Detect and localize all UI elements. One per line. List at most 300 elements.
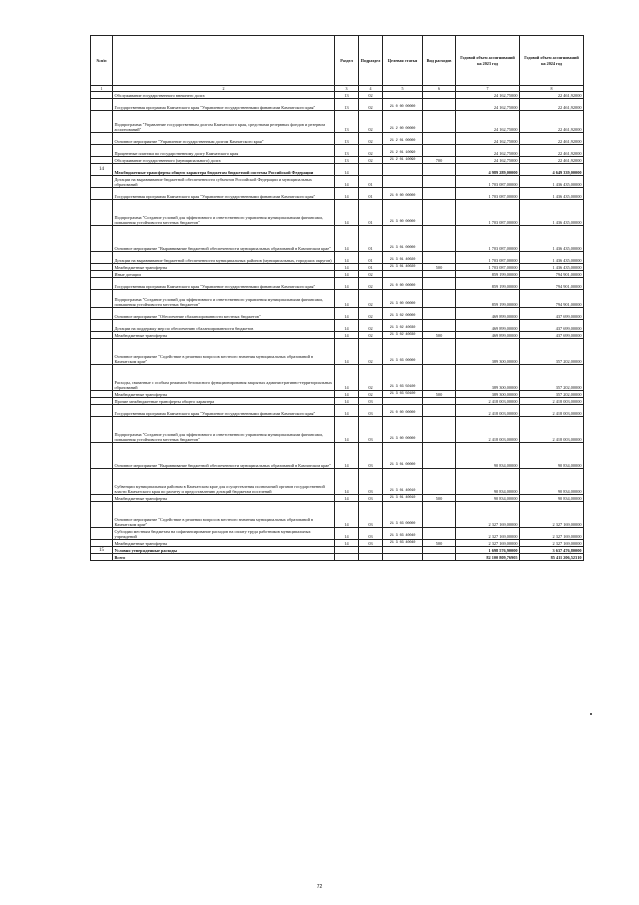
row-target-article: 21 3 03 50100 (383, 391, 423, 398)
row-razdel: 14 (335, 405, 359, 417)
row-razdel: 14 (335, 417, 359, 443)
row-name: Подпрограмма "Управление государственным долгом Камчатского края, средствами резервных фондов и резервом ассигнований" (113, 111, 335, 133)
row-expense-type (423, 398, 456, 405)
row-expense-type (423, 111, 456, 133)
row-number (91, 271, 113, 278)
row-target-article: 21 3 00 00000 (383, 200, 423, 226)
row-name: Основное мероприятие "Выравнивание бюджетной обеспеченности муниципальных образований в Камчатском крае" (113, 226, 335, 252)
page-number: 72 (316, 884, 323, 890)
row-razdel: 14 (335, 252, 359, 264)
row-expense-type (423, 290, 456, 308)
row-podrazdel: 01 (359, 176, 383, 188)
row-amount-2023: 90 834,00000 (456, 469, 520, 495)
row-amount-2023: 90 834,00000 (456, 495, 520, 502)
row-amount-2023: 2 327 169,00000 (456, 528, 520, 540)
row-number: 14 (91, 164, 113, 176)
row-number (91, 133, 113, 145)
row-name: Основное мероприятие "Содействие в решении вопросов местного значения муниципальных образований в Камчатском крае" (113, 502, 335, 528)
row-amount-2023: 4 989 289,00000 (456, 164, 520, 176)
row-amount-2024: 437 699,00000 (520, 320, 584, 332)
row-podrazdel: 01 (359, 252, 383, 264)
column-index: 6 (423, 86, 456, 92)
row-podrazdel: 02 (359, 145, 383, 157)
row-amount-2024: 794 901,00000 (520, 271, 584, 278)
row-amount-2024: 357 202,00000 (520, 365, 584, 391)
row-amount-2024: 357 202,00000 (520, 391, 584, 398)
row-razdel: 14 (335, 528, 359, 540)
row-razdel: 14 (335, 226, 359, 252)
row-razdel: 14 (335, 188, 359, 200)
row-razdel: 14 (335, 164, 359, 176)
row-podrazdel (359, 547, 383, 554)
table-row (91, 405, 584, 417)
row-number (91, 308, 113, 320)
row-razdel: 13 (335, 92, 359, 99)
row-expense-type: 700 (423, 157, 456, 164)
row-amount-2024: 22 461,92000 (520, 133, 584, 145)
row-amount-2023: 24 162,75000 (456, 99, 520, 111)
row-number (91, 398, 113, 405)
row-amount-2023: 2 418 003,00000 (456, 405, 520, 417)
row-podrazdel: 02 (359, 308, 383, 320)
row-amount-2023: 24 162,75000 (456, 145, 520, 157)
row-amount-2024: 1 436 435,00000 (520, 176, 584, 188)
row-razdel: 14 (335, 339, 359, 365)
row-name: Межбюджетные трансферты общего характера бюджетам бюджетной системы Российской Федерации (113, 164, 335, 176)
row-amount-2023: 1 703 087,00000 (456, 188, 520, 200)
table-row (91, 200, 584, 226)
row-podrazdel: 02 (359, 111, 383, 133)
row-podrazdel: 02 (359, 133, 383, 145)
row-razdel (335, 547, 359, 554)
row-target-article: 21 3 01 40020 (383, 264, 423, 271)
row-expense-type (423, 308, 456, 320)
row-expense-type: 500 (423, 495, 456, 502)
row-amount-2024: 2 327 169,00000 (520, 540, 584, 547)
row-expense-type (423, 176, 456, 188)
row-number (91, 528, 113, 540)
row-razdel: 13 (335, 157, 359, 164)
row-podrazdel: 02 (359, 391, 383, 398)
table-row (91, 226, 584, 252)
row-razdel: 14 (335, 391, 359, 398)
row-amount-2024: 437 699,00000 (520, 332, 584, 339)
row-number (91, 495, 113, 502)
row-podrazdel: 03 (359, 405, 383, 417)
row-number (91, 469, 113, 495)
row-podrazdel: 01 (359, 226, 383, 252)
row-expense-type (423, 133, 456, 145)
row-razdel: 13 (335, 133, 359, 145)
row-target-article: 21 3 00 00000 (383, 290, 423, 308)
row-number (91, 391, 113, 398)
row-amount-2024: 2 418 003,00000 (520, 398, 584, 405)
row-amount-2024: 1 436 435,00000 (520, 188, 584, 200)
row-number (91, 554, 113, 561)
row-name: Государственная программа Камчатского края "Управление государственными финансами Камчатского края" (113, 405, 335, 417)
budget-table-sheet (90, 35, 583, 561)
row-amount-2024: 2 418 003,00000 (520, 405, 584, 417)
column-index: 3 (335, 86, 359, 92)
row-amount-2023: 1 703 087,00000 (456, 252, 520, 264)
table-row (91, 145, 584, 157)
row-target-article: 21 3 01 40010 (383, 495, 423, 502)
table-row (91, 308, 584, 320)
row-number (91, 111, 113, 133)
row-expense-type (423, 547, 456, 554)
table-row (91, 271, 584, 278)
table-row (91, 365, 584, 391)
row-name: Субвенции муниципальным районам в Камчатском крае для осуществления полномочий органов государственной власти Камчатского края по расчету и предоставлению дотаций бюджетам поселений (113, 469, 335, 495)
row-target-article (383, 164, 423, 176)
row-name: Процентные платежи по государственному долгу Камчатского края (113, 145, 335, 157)
table-row (91, 398, 584, 405)
table-row (91, 176, 584, 188)
row-amount-2024: 3 637 476,80000 (520, 547, 584, 554)
row-target-article (383, 92, 423, 99)
table-row (91, 502, 584, 528)
header-podrazdel: Подраздел (359, 36, 383, 86)
row-amount-2024: 90 834,00000 (520, 469, 584, 495)
row-name: Подпрограмма "Создание условий для эффективного и ответственного управления муниципальными финансами, повышения устойчивости местных бюджетов" (113, 417, 335, 443)
table-row (91, 290, 584, 308)
row-name: Подпрограмма "Создание условий для эффективного и ответственного управления муниципальными финансами, повышения устойчивости местных бюджетов" (113, 290, 335, 308)
row-expense-type (423, 145, 456, 157)
row-amount-2024: 22 461,92000 (520, 99, 584, 111)
row-number (91, 176, 113, 188)
row-amount-2023: 24 162,75000 (456, 133, 520, 145)
row-expense-type: 500 (423, 391, 456, 398)
row-amount-2024: 22 461,92000 (520, 111, 584, 133)
row-amount-2024: 1 436 435,00000 (520, 252, 584, 264)
row-target-article: 21 0 00 00000 (383, 188, 423, 200)
row-razdel: 14 (335, 443, 359, 469)
row-expense-type (423, 252, 456, 264)
row-razdel: 13 (335, 145, 359, 157)
row-expense-type (423, 417, 456, 443)
row-razdel: 14 (335, 332, 359, 339)
row-amount-2024: 22 461,92000 (520, 92, 584, 99)
row-razdel: 14 (335, 502, 359, 528)
row-amount-2024: 1 436 435,00000 (520, 226, 584, 252)
header-amount-2024: Годовой объем ассигнований на 2024 год (520, 36, 584, 86)
table-row (91, 332, 584, 339)
column-index: 2 (113, 86, 335, 92)
column-index: 4 (359, 86, 383, 92)
row-amount-2023: 1 698 576,90000 (456, 547, 520, 554)
table-row (91, 252, 584, 264)
row-expense-type (423, 226, 456, 252)
row-podrazdel: 02 (359, 278, 383, 290)
row-podrazdel (359, 554, 383, 561)
row-target-article (383, 398, 423, 405)
table-header-row (91, 36, 584, 86)
row-target-article: 21 3 02 40030 (383, 320, 423, 332)
column-index: 1 (91, 86, 113, 92)
row-podrazdel: 03 (359, 469, 383, 495)
row-amount-2023: 24 162,75000 (456, 111, 520, 133)
row-amount-2024: 794 901,00000 (520, 290, 584, 308)
row-razdel: 14 (335, 290, 359, 308)
row-name: Межбюджетные трансферты (113, 264, 335, 271)
row-podrazdel: 01 (359, 200, 383, 226)
table-row (91, 133, 584, 145)
table-row (91, 417, 584, 443)
row-name: Государственная программа Камчатского края "Управление государственными финансами Камчатского края" (113, 99, 335, 111)
row-name: Основное мероприятие "Обеспечение сбалансированности местных бюджетов" (113, 308, 335, 320)
row-amount-2024: 2 327 169,00000 (520, 502, 584, 528)
row-amount-2023: 469 899,00000 (456, 332, 520, 339)
row-podrazdel: 02 (359, 332, 383, 339)
row-amount-2024: 22 461,92000 (520, 157, 584, 164)
row-number (91, 320, 113, 332)
row-razdel: 14 (335, 271, 359, 278)
row-amount-2023: 859 199,00000 (456, 271, 520, 278)
row-name: Условно утвержденные расходы (113, 547, 335, 554)
row-amount-2024: 437 699,00000 (520, 308, 584, 320)
row-number (91, 332, 113, 339)
row-podrazdel: 02 (359, 92, 383, 99)
row-target-article: 21 3 01 00000 (383, 226, 423, 252)
table-row (91, 391, 584, 398)
row-name: Межбюджетные трансферты (113, 391, 335, 398)
row-expense-type (423, 164, 456, 176)
table-row (91, 264, 584, 271)
row-target-article: 21 3 00 00000 (383, 417, 423, 443)
row-podrazdel: 01 (359, 264, 383, 271)
row-podrazdel (359, 164, 383, 176)
row-podrazdel: 02 (359, 157, 383, 164)
row-amount-2024: 1 436 435,00000 (520, 200, 584, 226)
row-expense-type (423, 365, 456, 391)
table-row (91, 495, 584, 502)
row-amount-2024: 2 327 169,00000 (520, 528, 584, 540)
row-target-article: 21 3 03 00000 (383, 339, 423, 365)
row-razdel (335, 554, 359, 561)
row-razdel: 14 (335, 264, 359, 271)
row-number (91, 540, 113, 547)
row-name: Основное мероприятие "Содействие в решении вопросов местного значения муниципальных образований в Камчатском крае" (113, 339, 335, 365)
row-podrazdel: 01 (359, 188, 383, 200)
row-podrazdel: 02 (359, 365, 383, 391)
table-row (91, 188, 584, 200)
header-num: №п/п (91, 36, 113, 86)
row-expense-type (423, 188, 456, 200)
table-row (91, 157, 584, 164)
margin-mark (590, 713, 592, 715)
row-podrazdel: 02 (359, 290, 383, 308)
row-number: 15 (91, 547, 113, 554)
table-row (91, 111, 584, 133)
row-amount-2024: 85 411 206,52310 (520, 554, 584, 561)
row-amount-2023: 2 418 003,00000 (456, 417, 520, 443)
row-razdel: 14 (335, 540, 359, 547)
row-expense-type (423, 528, 456, 540)
table-row (91, 554, 584, 561)
column-index: 7 (456, 86, 520, 92)
row-name: Расходы, связанные с особым режимом безопасного функционирования закрытых административно-территориальных образований (113, 365, 335, 391)
column-index: 5 (383, 86, 423, 92)
table-row (91, 92, 584, 99)
row-amount-2024: 22 461,92000 (520, 145, 584, 157)
row-target-article: 21 3 02 40030 (383, 332, 423, 339)
row-target-article (383, 547, 423, 554)
row-number (91, 145, 113, 157)
row-number (91, 417, 113, 443)
row-expense-type (423, 92, 456, 99)
row-name: Межбюджетные трансферты (113, 495, 335, 502)
table-row (91, 528, 584, 540)
row-number (91, 278, 113, 290)
row-podrazdel: 03 (359, 443, 383, 469)
row-podrazdel: 02 (359, 99, 383, 111)
row-target-article: 21 3 01 40010 (383, 469, 423, 495)
row-number (91, 188, 113, 200)
row-razdel: 14 (335, 398, 359, 405)
row-name: Дотации на выравнивание бюджетной обеспеченности муниципальных районов (муниципальных, городских округов) (113, 252, 335, 264)
row-razdel: 14 (335, 308, 359, 320)
row-expense-type (423, 469, 456, 495)
budget-allocation-table (90, 35, 584, 561)
row-target-article: 21 3 01 40020 (383, 252, 423, 264)
row-target-article: 21 3 03 00000 (383, 502, 423, 528)
row-target-article: 21 3 01 00000 (383, 443, 423, 469)
row-number (91, 290, 113, 308)
row-razdel: 14 (335, 365, 359, 391)
header-target-article: Целевая статья (383, 36, 423, 86)
row-name: Межбюджетные трансферты (113, 540, 335, 547)
header-name (113, 36, 335, 86)
row-target-article (383, 271, 423, 278)
column-index: 8 (520, 86, 584, 92)
row-amount-2024: 357 202,00000 (520, 339, 584, 365)
row-podrazdel: 02 (359, 320, 383, 332)
row-podrazdel: 03 (359, 540, 383, 547)
row-name: Субсидии местным бюджетам на софинансирование расходов на оплату труда работников муниципальных учреждений (113, 528, 335, 540)
row-amount-2023: 2 327 169,00000 (456, 502, 520, 528)
row-expense-type: 500 (423, 332, 456, 339)
row-target-article: 21 3 02 00000 (383, 308, 423, 320)
row-amount-2024: 4 649 339,00000 (520, 164, 584, 176)
row-name: Межбюджетные трансферты (113, 332, 335, 339)
row-razdel: 14 (335, 469, 359, 495)
row-target-article: 21 2 01 10090 (383, 157, 423, 164)
row-number (91, 200, 113, 226)
row-name: Дотации на выравнивание бюджетной обеспеченности субъектов Российской Федерации и муниципальных образований (113, 176, 335, 188)
row-amount-2023: 1 703 087,00000 (456, 264, 520, 271)
row-name: Дотации на поддержку мер по обеспечению сбалансированности бюджетов (113, 320, 335, 332)
row-podrazdel: 03 (359, 417, 383, 443)
row-amount-2023: 2 327 169,00000 (456, 540, 520, 547)
row-amount-2023: 90 834,00000 (456, 443, 520, 469)
table-row (91, 164, 584, 176)
row-podrazdel: 02 (359, 271, 383, 278)
row-number (91, 405, 113, 417)
table-row (91, 469, 584, 495)
row-amount-2023: 389 300,00000 (456, 391, 520, 398)
row-amount-2023: 859 199,00000 (456, 278, 520, 290)
row-amount-2023: 469 899,00000 (456, 308, 520, 320)
row-razdel: 14 (335, 495, 359, 502)
row-amount-2023: 389 300,00000 (456, 365, 520, 391)
table-row (91, 540, 584, 547)
row-target-article (383, 176, 423, 188)
row-razdel: 13 (335, 99, 359, 111)
header-expense-type: Вид расходов (423, 36, 456, 86)
row-name: Основное мероприятие "Управление государственным долгом Камчатского края" (113, 133, 335, 145)
row-podrazdel: 03 (359, 528, 383, 540)
table-row (91, 339, 584, 365)
row-target-article: 21 2 01 10090 (383, 145, 423, 157)
row-name: Государственная программа Камчатского края "Управление государственными финансами Камчатского края" (113, 188, 335, 200)
row-amount-2023: 24 162,75000 (456, 157, 520, 164)
row-amount-2024: 794 901,00000 (520, 278, 584, 290)
row-expense-type (423, 99, 456, 111)
row-number (91, 264, 113, 271)
row-expense-type (423, 554, 456, 561)
row-expense-type (423, 200, 456, 226)
row-target-article: 21 0 00 00000 (383, 278, 423, 290)
row-podrazdel: 03 (359, 398, 383, 405)
row-number (91, 252, 113, 264)
row-podrazdel: 03 (359, 502, 383, 528)
row-amount-2023: 469 899,00000 (456, 320, 520, 332)
row-name: Основное мероприятие "Выравнивание бюджетной обеспеченности муниципальных образований в Камчатском крае" (113, 443, 335, 469)
row-target-article: 21 3 03 50100 (383, 365, 423, 391)
row-number (91, 226, 113, 252)
row-amount-2023: 1 703 087,00000 (456, 176, 520, 188)
row-target-article: 21 0 00 00000 (383, 99, 423, 111)
row-expense-type: 500 (423, 540, 456, 547)
row-number (91, 157, 113, 164)
row-target-article: 21 2 00 00000 (383, 111, 423, 133)
row-name: Обслуживание государственного внешнего долга (113, 92, 335, 99)
row-amount-2023: 1 703 087,00000 (456, 200, 520, 226)
row-expense-type (423, 502, 456, 528)
table-row (91, 443, 584, 469)
row-amount-2023: 82 100 809,76905 (456, 554, 520, 561)
header-razdel: Раздел (335, 36, 359, 86)
row-name: Государственная программа Камчатского края "Управление государственными финансами Камчатского края" (113, 278, 335, 290)
row-amount-2023: 1 703 087,00000 (456, 226, 520, 252)
row-name: Обслуживание государственного (муниципального) долга (113, 157, 335, 164)
row-amount-2024: 90 834,00000 (520, 443, 584, 469)
row-expense-type (423, 271, 456, 278)
row-expense-type (423, 320, 456, 332)
table-row (91, 278, 584, 290)
row-amount-2024: 90 834,00000 (520, 495, 584, 502)
row-amount-2023: 859 199,00000 (456, 290, 520, 308)
row-target-article: 21 3 03 40040 (383, 540, 423, 547)
row-target-article: 21 2 01 00000 (383, 133, 423, 145)
table-body (91, 92, 584, 561)
row-amount-2023: 2 418 003,00000 (456, 398, 520, 405)
row-expense-type (423, 405, 456, 417)
row-podrazdel: 03 (359, 495, 383, 502)
table-row (91, 320, 584, 332)
row-number (91, 502, 113, 528)
row-number (91, 443, 113, 469)
row-target-article: 21 0 00 00000 (383, 405, 423, 417)
row-razdel: 14 (335, 320, 359, 332)
row-expense-type (423, 339, 456, 365)
row-expense-type (423, 278, 456, 290)
row-razdel: 13 (335, 111, 359, 133)
header-amount-2023: Годовой объем ассигнований на 2023 год (456, 36, 520, 86)
row-name: Подпрограмма "Создание условий для эффективного и ответственного управления муниципальными финансами, повышения устойчивости местных бюджетов" (113, 200, 335, 226)
row-name: Прочие межбюджетные трансферты общего характера (113, 398, 335, 405)
row-name: Иные дотации (113, 271, 335, 278)
